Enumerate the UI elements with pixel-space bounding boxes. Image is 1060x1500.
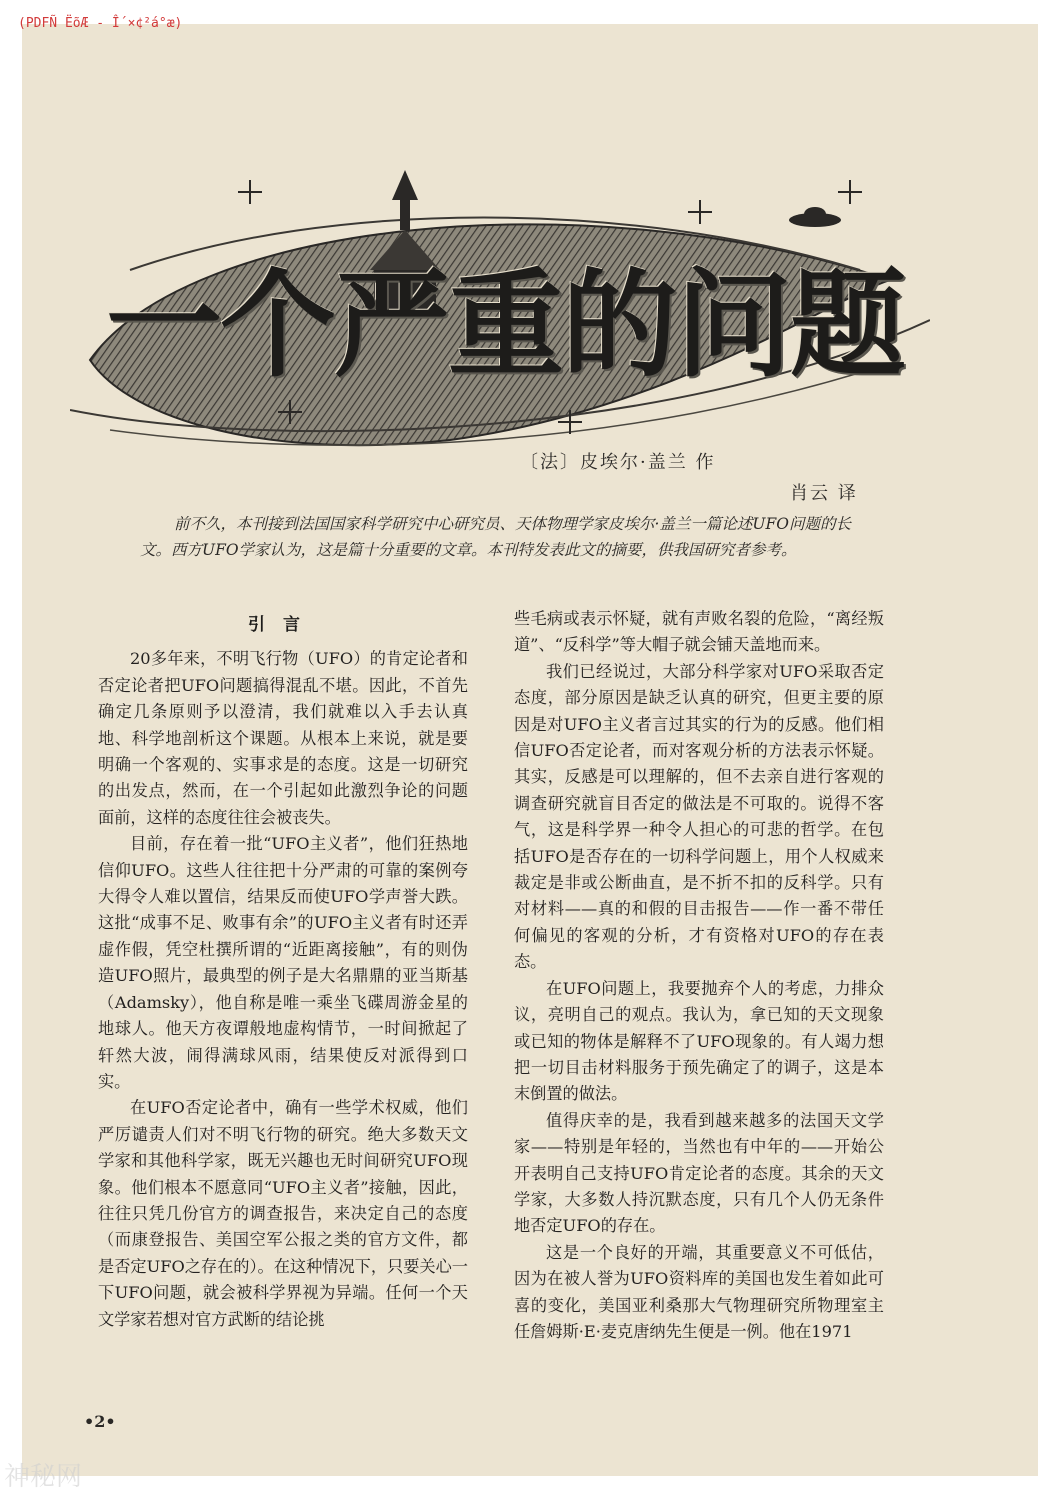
left-column [98,606,468,1333]
paragraph: 些毛病或表示怀疑，就有声败名裂的危险，“离经叛道”、“反科学”等大帽子就会铺天盖地而来。 [514,609,884,655]
ufo-saucer-icon [789,207,841,227]
paragraph: 在UFO否定论者中，确有一些学术权威，他们严厉谴责人们对不明飞行物的研究。绝大多数天文学家和其他科学家，既无兴趣也无时间研究UFO现象。他们根本不愿意同“UFO主义者”接触，因此，往往只凭几份官方的调查报告，来决定自己的态度（而康登报告、美国空军公报之类的官方文件，都是否定UFO之存在的）。在这种情况下，只要关心一下UFO问题，就会被科学界视为异端。任何一个天文学家若想对官方武断的结论挑 [98,1098,468,1329]
right-column [514,606,884,1345]
paragraph: 值得庆幸的是，我看到越来越多的法国天文学家——特别是年轻的，当然也有中年的——开始公开表明自己支持UFO肯定论者的态度。其余的天文学家，大多数人持沉默态度，只有几个人仍无条件地否定UFO的存在。 [514,1110,884,1236]
editor-abstract: 前不久，本刊接到法国国家科学研究中心研究员、天体物理学家皮埃尔·盖兰一篇论述UFO问题的长文。西方UFO学家认为，这是篇十分重要的文章。本刊特发表此文的摘要，供我国研究者参考。 [140,515,851,559]
paragraph: 我们已经说过，大部分科学家对UFO采取否定态度，部分原因是缺乏认真的研究，但更主要的原因是对UFO主义者言过其实的行为的反感。他们相信UFO否定论者，而对客观分析的方法表示怀疑。其实，反感是可以理解的，但不去亲自进行客观的调查研究就盲目否定的做法是不可取的。说得不客气，这是科学界一种令人担心的可悲的哲学。在包括UFO是否存在的一切科学问题上，用个人权威来裁定是非或公断曲直，是不折不扣的反科学。只有对材料——真的和假的目击报告——作一番不带任何偏见的客观的分析，才有资格对UFO的存在表态。 [514,661,884,972]
paragraph: 20多年来，不明飞行物（UFO）的肯定论者和否定论者把UFO问题搞得混乱不堪。因此，不首先确定几条原则予以澄清，我们就难以入手去认真地、科学地剖析这个课题。从根本上来说，就是要明确一个客观的、实事求是的态度。这是一切研究的出发点，然而，在一个引起如此激烈争论的问题面前，这样的态度往往会被丧失。 [98,649,468,827]
article-title: 一个严重的问题 [106,257,904,393]
page-number: •2• [84,1412,116,1431]
byline-author: 〔法〕皮埃尔·盖兰 作 [520,452,716,473]
paragraph: 在UFO问题上，我要抛弃个人的考虑，力排众议，亮明自己的观点。我认为，拿已知的天文现象或已知的物体是解释不了UFO现象的。有人竭力想把一切目击材料服务于预先确定了的调子，这是本末倒置的做法。 [514,978,884,1104]
pdf-header-tag: (PDFÑ ËõÆ - Î´×¢²á°æ) [18,16,183,31]
paragraph: 这是一个良好的开端，其重要意义不可低估，因为在被人誉为UFO资料库的美国也发生着如此可喜的变化，美国亚利桑那大气物理研究所物理室主任詹姆斯·E·麦克唐纳先生便是一例。他在1971 [514,1242,884,1341]
section-heading: 引言 [248,615,318,635]
watermark: 神秘网 [4,1462,83,1492]
byline-translator: 肖云 译 [790,483,858,504]
paragraph: 目前，存在着一批“UFO主义者”，他们狂热地信仰UFO。这些人往往把十分严肃的可靠的案例夸大得令人难以置信，结果反而使UFO学声誉大跌。这批“成事不足、败事有余”的UFO主义者有时还弄虚作假，凭空杜撰所谓的“近距离接触”，有的则伪造UFO照片，最典型的例子是大名鼎鼎的亚当斯基（Adamsky），他自称是唯一乘坐飞碟周游金星的地球人。他天方夜谭般地虚构情节，一时间掀起了轩然大波，闹得满球风雨，结果使反对派得到口实。 [98,834,468,1091]
